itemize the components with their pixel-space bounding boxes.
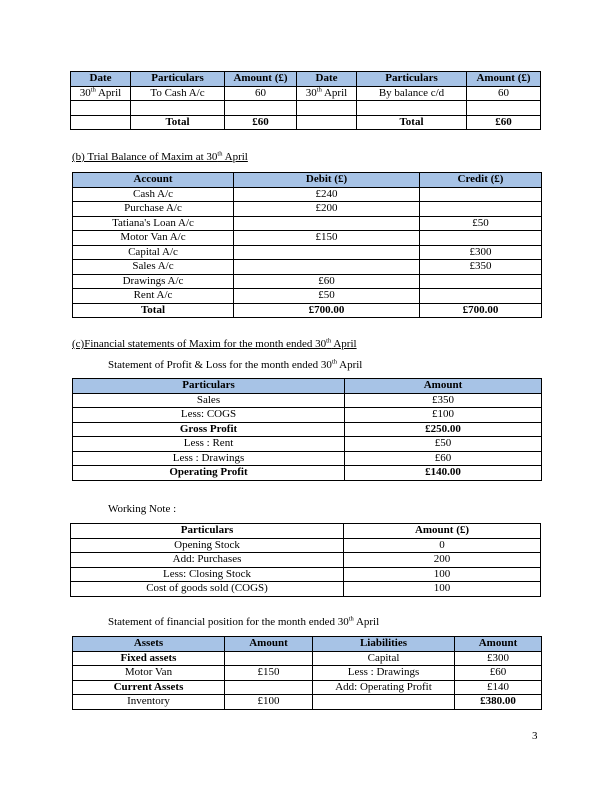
table-row: Motor Van A/c £150 (73, 231, 542, 246)
column-header: Account (73, 173, 234, 188)
total-label: Total (131, 115, 225, 130)
table-row: Rent A/c £50 (73, 289, 542, 304)
column-header: Amount (455, 637, 542, 652)
financial-position-title: Statement of financial position for the month ended 30th April (108, 615, 380, 628)
table-row: Add: Purchases 200 (71, 553, 541, 568)
table-row: Sales £350 (73, 393, 542, 408)
table-header-row (73, 173, 542, 188)
table-row: Current Assets Add: Operating Profit £140 (73, 680, 542, 695)
cash-ledger-table (70, 71, 541, 130)
working-note-title: Working Note : (108, 503, 177, 515)
total-amount: £60 (467, 115, 541, 130)
column-header: Particulars (71, 524, 344, 539)
table-total-row (71, 115, 541, 130)
column-header: Assets (73, 637, 225, 652)
table-row (71, 86, 541, 101)
table-header-row (73, 379, 542, 394)
column-header: Amount (345, 379, 542, 394)
trial-balance-heading: (b) Trial Balance of Maxim at 30th April (72, 150, 248, 163)
table-row: Less: COGS £100 (73, 408, 542, 423)
table-header-row (73, 637, 542, 652)
total-amount: £60 (225, 115, 297, 130)
column-header: Particulars (357, 72, 467, 87)
particulars-cell: To Cash A/c (131, 86, 225, 101)
table-row: Opening Stock 0 (71, 538, 541, 553)
table-total-row: Total £700.00 £700.00 (73, 303, 542, 318)
financial-position-table (72, 636, 542, 710)
amount-cell: 60 (225, 86, 297, 101)
profit-loss-table (72, 378, 542, 481)
table-row: Purchase A/c £200 (73, 202, 542, 217)
particulars-cell: By balance c/d (357, 86, 467, 101)
table-row: Sales A/c £350 (73, 260, 542, 275)
table-row: Operating Profit £140.00 (73, 466, 542, 481)
column-header: Debit (£) (234, 173, 420, 188)
table-row: Less: Closing Stock 100 (71, 567, 541, 582)
table-row: Gross Profit £250.00 (73, 422, 542, 437)
table-row: Cash A/c £240 (73, 187, 542, 202)
column-header: Particulars (131, 72, 225, 87)
date-cell: 30th April (71, 86, 131, 101)
table-row: Capital A/c £300 (73, 245, 542, 260)
table-row: Tatiana's Loan A/c £50 (73, 216, 542, 231)
table-row: Inventory £100 £380.00 (73, 695, 542, 710)
profit-loss-title: Statement of Profit & Loss for the month ended 30th April (108, 358, 363, 371)
page-number: 3 (532, 730, 538, 742)
total-label: Total (357, 115, 467, 130)
financial-statements-heading: (c)Financial statements of Maxim for the month ended 30th April (72, 337, 357, 350)
column-header: Amount (£) (467, 72, 541, 87)
table-row-empty (71, 101, 541, 116)
column-header: Date (71, 72, 131, 87)
table-row: Less : Rent £50 (73, 437, 542, 452)
working-note-table (70, 523, 541, 597)
table-row: Less : Drawings £60 (73, 451, 542, 466)
column-header: Amount (£) (225, 72, 297, 87)
column-header: Date (297, 72, 357, 87)
column-header: Amount (225, 637, 313, 652)
table-row: Cost of goods sold (COGS) 100 (71, 582, 541, 597)
amount-cell: 60 (467, 86, 541, 101)
table-row: Drawings A/c £60 (73, 274, 542, 289)
table-row: Motor Van £150 Less : Drawings £60 (73, 666, 542, 681)
column-header: Amount (£) (344, 524, 541, 539)
column-header: Particulars (73, 379, 345, 394)
trial-balance-table (72, 172, 542, 318)
date-cell: 30th April (297, 86, 357, 101)
table-row: Fixed assets Capital £300 (73, 651, 542, 666)
table-header-row (71, 72, 541, 87)
column-header: Liabilities (313, 637, 455, 652)
table-header-row (71, 524, 541, 539)
column-header: Credit (£) (420, 173, 542, 188)
